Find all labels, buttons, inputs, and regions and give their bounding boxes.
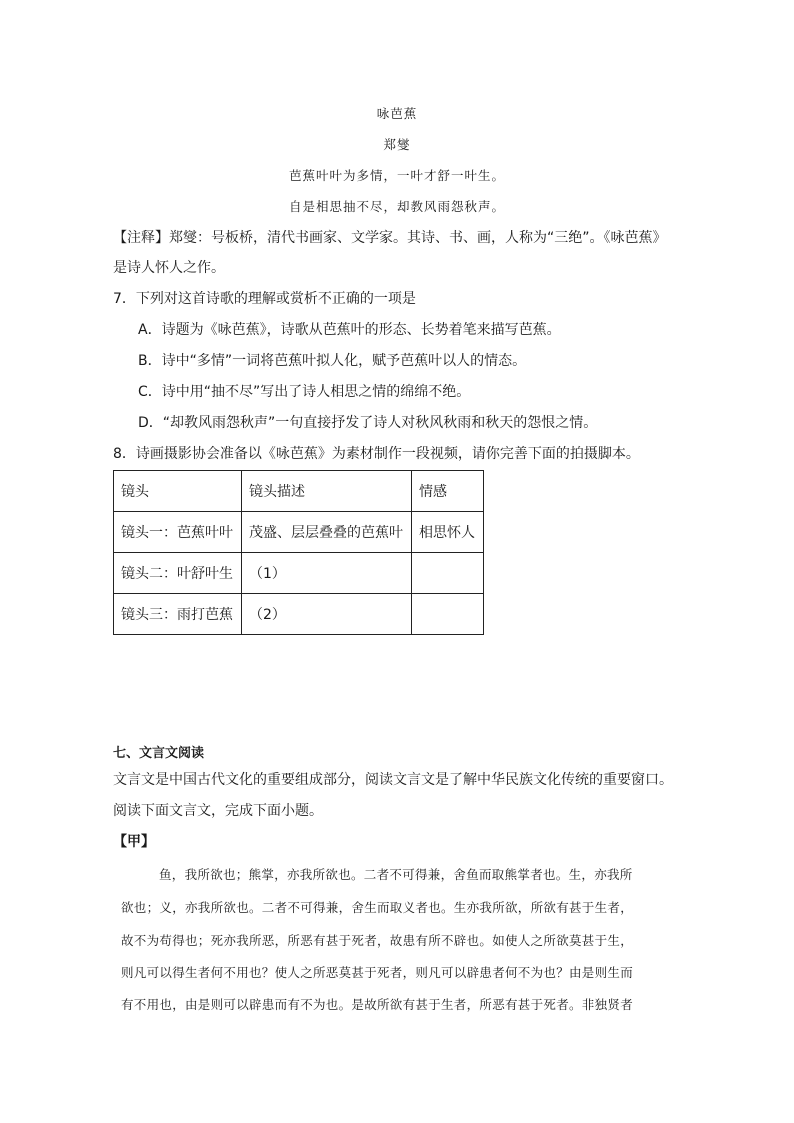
table-cell: 镜头一：芭蕉叶叶 (114, 512, 242, 553)
section-7-intro-1: 文言文是中国古代文化的重要组成部分，阅读文言文是了解中华民族文化传统的重要窗口。 (113, 772, 673, 788)
table-cell: 茂盛、层层叠叠的芭蕉叶 (242, 512, 412, 553)
shooting-script-table (113, 470, 484, 635)
question-7-option-c: C．诗中用“抽不尽”写出了诗人相思之情的绵绵不绝。 (138, 384, 471, 400)
table-row (114, 512, 484, 553)
classical-text-line-5: 有不用也，由是则可以辟患而有不为也。是故所欲有甚于生者，所恶有甚于死者。非独贤者 (121, 997, 634, 1012)
note-line-1: 【注释】郑燮：号板桥，清代书画家、文学家。其诗、书、画，人称为“三绝”。《咏芭蕉》 (113, 230, 667, 246)
table-header-cell: 镜头描述 (242, 471, 412, 512)
passage-label: 【甲】 (113, 834, 155, 850)
classical-text-line-2: 欲也；义，亦我所欲也。二者不可得兼，舍生而取义者也。生亦我所欲，所欲有甚于生者， (121, 900, 634, 915)
note-line-2: 是诗人怀人之作。 (113, 260, 225, 276)
section-7-intro-2: 阅读下面文言文，完成下面小题。 (113, 803, 323, 819)
table-header-row (114, 471, 484, 512)
poem-line-2: 自是相思抽不尽，却教风雨怨秋声。 (288, 199, 505, 214)
poem-title: 咏芭蕉 (376, 106, 418, 121)
question-7-stem: 7．下列对这首诗歌的理解或赏析不正确的一项是 (113, 291, 416, 307)
classical-text-line-3: 故不为苟得也；死亦我所恶，所恶有甚于死者，故患有所不辟也。如使人之所欲莫甚于生， (121, 933, 634, 948)
table-row (114, 594, 484, 635)
question-7-option-a: A．诗题为《咏芭蕉》，诗歌从芭蕉叶的形态、长势着笔来描写芭蕉。 (138, 322, 561, 338)
poem-author: 郑燮 (383, 137, 411, 152)
table-cell: （1） (242, 553, 412, 594)
classical-text-line-1: 鱼，我所欲也；熊掌，亦我所欲也。二者不可得兼，舍鱼而取熊掌者也。生，亦我所 (159, 867, 633, 882)
table-header-cell: 镜头 (114, 471, 242, 512)
table-cell (412, 594, 484, 635)
question-8-stem: 8．诗画摄影协会准备以《咏芭蕉》为素材制作一段视频，请你完善下面的拍摄脚本。 (113, 446, 640, 462)
table-cell: （2） (242, 594, 412, 635)
classical-text-line-4: 则凡可以得生者何不用也？使人之所恶莫甚于死者，则凡可以辟患者何不为也？由是则生而 (121, 965, 634, 980)
table-header-cell: 情感 (412, 471, 484, 512)
poem-line-1: 芭蕉叶叶为多情，一叶才舒一叶生。 (288, 168, 505, 183)
table-cell: 镜头二：叶舒叶生 (114, 553, 242, 594)
question-7-option-b: B．诗中“多情”一词将芭蕉叶拟人化，赋予芭蕉叶以人的情态。 (138, 353, 527, 369)
table-cell: 相思怀人 (412, 512, 484, 553)
table-cell (412, 553, 484, 594)
question-7-option-d: D．“却教风雨怨秋声”一句直接抒发了诗人对秋风秋雨和秋天的怨恨之情。 (138, 415, 598, 431)
table-cell: 镜头三：雨打芭蕉 (114, 594, 242, 635)
section-7-heading: 七、文言文阅读 (113, 746, 205, 761)
table-row (114, 553, 484, 594)
